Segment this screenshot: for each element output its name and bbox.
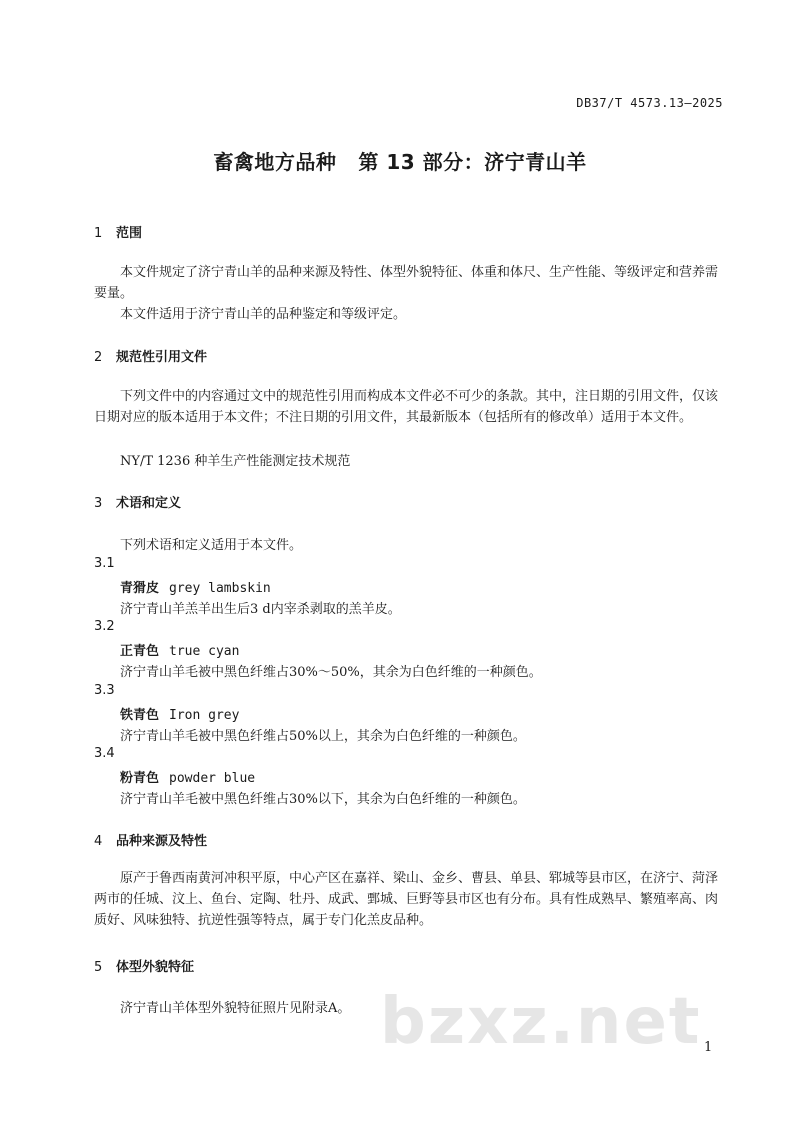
normative-reference: NY/T 1236 种羊生产性能测定技术规范 bbox=[120, 454, 351, 469]
terms-intro: 下列术语和定义适用于本文件。 bbox=[120, 538, 303, 553]
term-number: 3.4 bbox=[94, 746, 115, 761]
section-2-heading bbox=[94, 346, 207, 365]
term-zh: 粉青色 bbox=[120, 771, 160, 786]
term-en: powder blue bbox=[169, 771, 256, 786]
section-4-paragraph-1: 原产于鲁西南黄河冲积平原，中心产区在嘉祥、梁山、金乡、曹县、单县、郓城等县市区，在济宁、菏泽两市的任城、汶上、鱼台、定陶、牡丹、成武、鄄城、巨野等县市区也有分布。具有性成熟早、繁殖率高、肉质好、风味独特、抗逆性强等特点，属于专门化羔皮品种。 bbox=[94, 871, 719, 928]
section-title: 术语和定义 bbox=[116, 496, 182, 511]
section-1-paragraph-2: 本文件适用于济宁青山羊的品种鉴定和等级评定。 bbox=[120, 307, 407, 322]
term-zh: 青猾皮 bbox=[120, 581, 160, 596]
section-3-heading bbox=[94, 492, 181, 511]
term-en: Iron grey bbox=[169, 708, 240, 723]
title-part2: 第 13 部分：济宁青山羊 bbox=[358, 150, 587, 174]
section-title: 体型外貌特征 bbox=[116, 960, 195, 975]
section-number: 3 bbox=[94, 496, 103, 511]
term-en: grey lambskin bbox=[169, 581, 271, 596]
term-definition: 济宁青山羊毛被中黑色纤维占50%以上，其余为白色纤维的一种颜色。 bbox=[120, 729, 526, 744]
document-title bbox=[0, 146, 800, 175]
section-number: 4 bbox=[94, 834, 103, 849]
section-5-heading bbox=[94, 956, 194, 975]
section-title: 规范性引用文件 bbox=[116, 350, 208, 365]
section-2-paragraph-1: 下列文件中的内容通过文中的规范性引用而构成本文件必不可少的条款。其中，注日期的引用文件，仅该日期对应的版本适用于本文件；不注日期的引用文件，其最新版本（包括所有的修改单）适用于本文件。 bbox=[94, 389, 719, 425]
section-1-heading bbox=[94, 222, 142, 241]
section-4-heading bbox=[94, 830, 207, 849]
term-name bbox=[120, 577, 271, 596]
section-number: 1 bbox=[94, 226, 103, 241]
term-number: 3.1 bbox=[94, 556, 115, 571]
term-en: true cyan bbox=[169, 644, 240, 659]
term-definition: 济宁青山羊毛被中黑色纤维占30%～50%，其余为白色纤维的一种颜色。 bbox=[120, 665, 542, 680]
term-number: 3.3 bbox=[94, 683, 115, 698]
section-number: 2 bbox=[94, 350, 103, 365]
term-number: 3.2 bbox=[94, 619, 115, 634]
standard-code: DB37/T 4573.13—2025 bbox=[576, 96, 723, 110]
watermark: bzxz.net bbox=[380, 985, 702, 1059]
term-zh: 铁青色 bbox=[120, 708, 160, 723]
page-number: 1 bbox=[704, 1040, 713, 1055]
title-part1: 畜禽地方品种 bbox=[213, 150, 337, 174]
term-name bbox=[120, 767, 255, 786]
term-definition: 济宁青山羊羔羊出生后3 d内宰杀剥取的羔羊皮。 bbox=[120, 602, 401, 617]
section-title: 范围 bbox=[116, 226, 143, 241]
term-zh: 正青色 bbox=[120, 644, 160, 659]
section-title: 品种来源及特性 bbox=[116, 834, 208, 849]
section-5-paragraph-1: 济宁青山羊体型外貌特征照片见附录A。 bbox=[120, 1001, 351, 1016]
section-1-paragraph-1: 本文件规定了济宁青山羊的品种来源及特性、体型外貌特征、体重和体尺、生产性能、等级评定和营养需要量。 bbox=[94, 265, 719, 301]
term-name bbox=[120, 704, 239, 723]
section-number: 5 bbox=[94, 960, 103, 975]
term-name bbox=[120, 640, 239, 659]
term-definition: 济宁青山羊毛被中黑色纤维占30%以下，其余为白色纤维的一种颜色。 bbox=[120, 792, 526, 807]
